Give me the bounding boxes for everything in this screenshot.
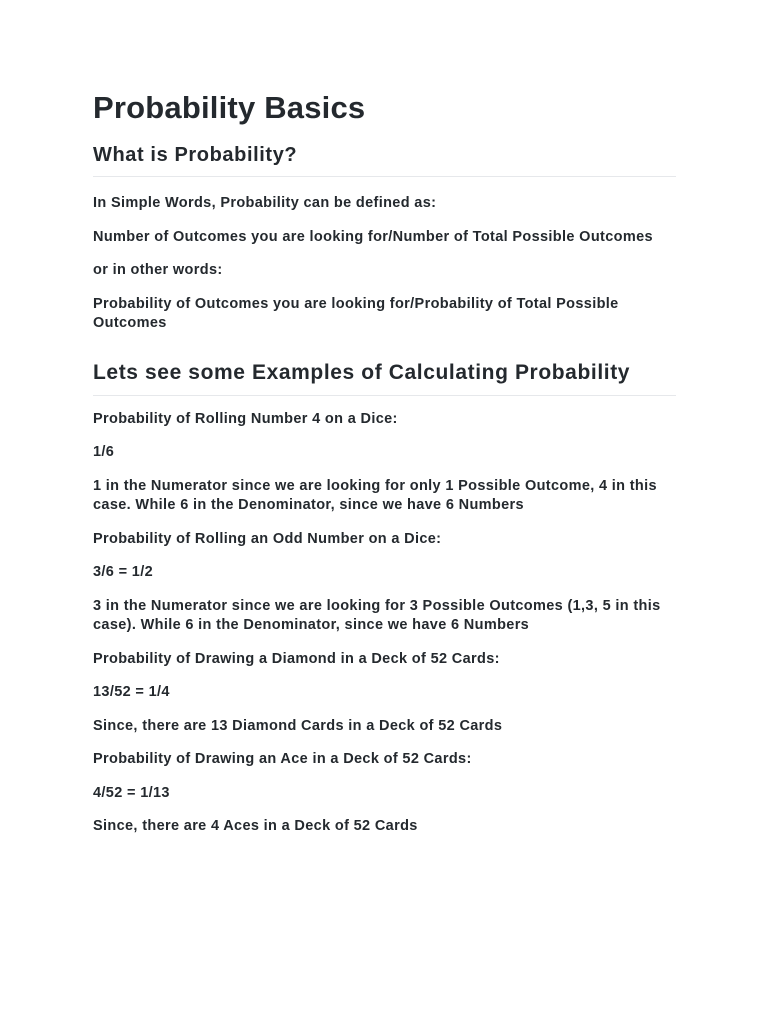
example-dice-odd-answer: 3/6 = 1/2 xyxy=(93,564,153,580)
section-heading-what-is-probability: What is Probability? xyxy=(93,142,676,177)
document-body xyxy=(93,88,676,851)
paragraph-other-words: or in other words: xyxy=(93,262,223,278)
example-dice-odd-explanation: 3 in the Numerator since we are looking for 3 Possible Outcomes (1,3, 5 in this case). While 6 in the Denominator, since we have 6 Numbers xyxy=(93,597,661,633)
example-diamond-explanation: Since, there are 13 Diamond Cards in a Deck of 52 Cards xyxy=(93,717,503,734)
page-title: Probability Basics xyxy=(93,90,366,125)
paragraph-definition-intro: In Simple Words, Probability can be defined as: xyxy=(93,195,437,211)
example-ace-explanation: Since, there are 4 Aces in a Deck of 52 Cards xyxy=(93,818,418,834)
example-ace-question: Probability of Drawing an Ace in a Deck of 52 Cards: xyxy=(93,751,472,767)
section-heading-examples: Lets see some Examples of Calculating Probability xyxy=(93,358,676,396)
example-diamond-answer: 13/52 = 1/4 xyxy=(93,684,170,700)
example-dice-4-question: Probability of Rolling Number 4 on a Dice: xyxy=(93,410,398,427)
example-dice-odd-question: Probability of Rolling an Odd Number on a Dice: xyxy=(93,530,442,547)
paragraph-definition-alt-formula: Probability of Outcomes you are looking for/Probability of Total Possible Outcomes xyxy=(93,295,619,331)
example-ace-answer: 4/52 = 1/13 xyxy=(93,784,170,801)
example-dice-4-explanation: 1 in the Numerator since we are looking for only 1 Possible Outcome, 4 in this case. While 6 in the Denominator, since we have 6 Numbers xyxy=(93,477,657,513)
example-diamond-question: Probability of Drawing a Diamond in a Deck of 52 Cards: xyxy=(93,650,500,667)
paragraph-definition-formula: Number of Outcomes you are looking for/Number of Total Possible Outcomes xyxy=(93,228,653,245)
example-dice-4-answer: 1/6 xyxy=(93,444,115,460)
